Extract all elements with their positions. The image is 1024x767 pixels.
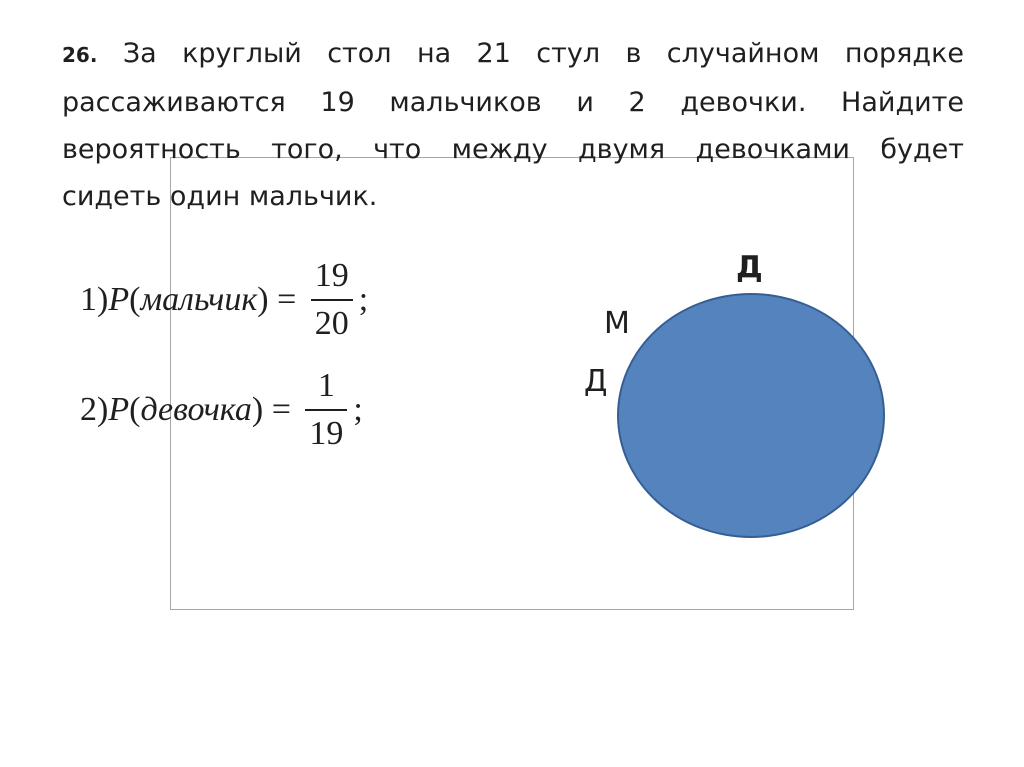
round-table	[617, 293, 885, 538]
formula-arg: мальчик	[140, 281, 258, 318]
fraction	[305, 366, 347, 454]
formula-prob: P	[108, 281, 130, 318]
problem-line-4: сидеть один мальчик.	[62, 181, 378, 212]
problem-text: 26. За круглый стол на 21 стул в случайном порядке рассаживаются 19 мальчиков и 2 девочки. Найдите вероятность того, что между двумя девочками будет сидеть один мальчик.	[62, 30, 964, 220]
problem-line-3: вероятность того, что между двумя девочками будет	[62, 134, 964, 165]
fraction-numerator: 19	[314, 257, 349, 294]
formula-prob: P	[108, 391, 130, 428]
problem-number: 26	[62, 43, 90, 67]
fraction	[311, 256, 353, 344]
formula-index: 2)	[80, 391, 109, 428]
fraction-denominator: 19	[309, 415, 344, 452]
seat-label-girl-top: Д	[736, 250, 763, 285]
problem-line-2: рассаживаются 19 мальчиков и 2 девочки. Найдите	[62, 87, 964, 118]
formula-girl: 2) P ( девочка ) = $\frac{1}{19}$ ;	[80, 367, 363, 452]
formula-end: ;	[353, 391, 363, 428]
formula-boy: 1) P ( мальчик ) = $\frac{19}{20}$ ;	[80, 257, 369, 342]
seat-label-girl-left: Д	[584, 364, 608, 399]
fraction-denominator: 20	[314, 305, 349, 342]
formula-end: ;	[358, 281, 369, 318]
formula-index: 1)	[80, 281, 109, 318]
problem-line-1: За круглый стол на 21 стул в случайном порядке	[122, 38, 964, 69]
fraction-numerator: 1	[317, 367, 335, 404]
seat-label-boy: М	[604, 306, 630, 341]
formula-arg: девочка	[140, 391, 252, 428]
